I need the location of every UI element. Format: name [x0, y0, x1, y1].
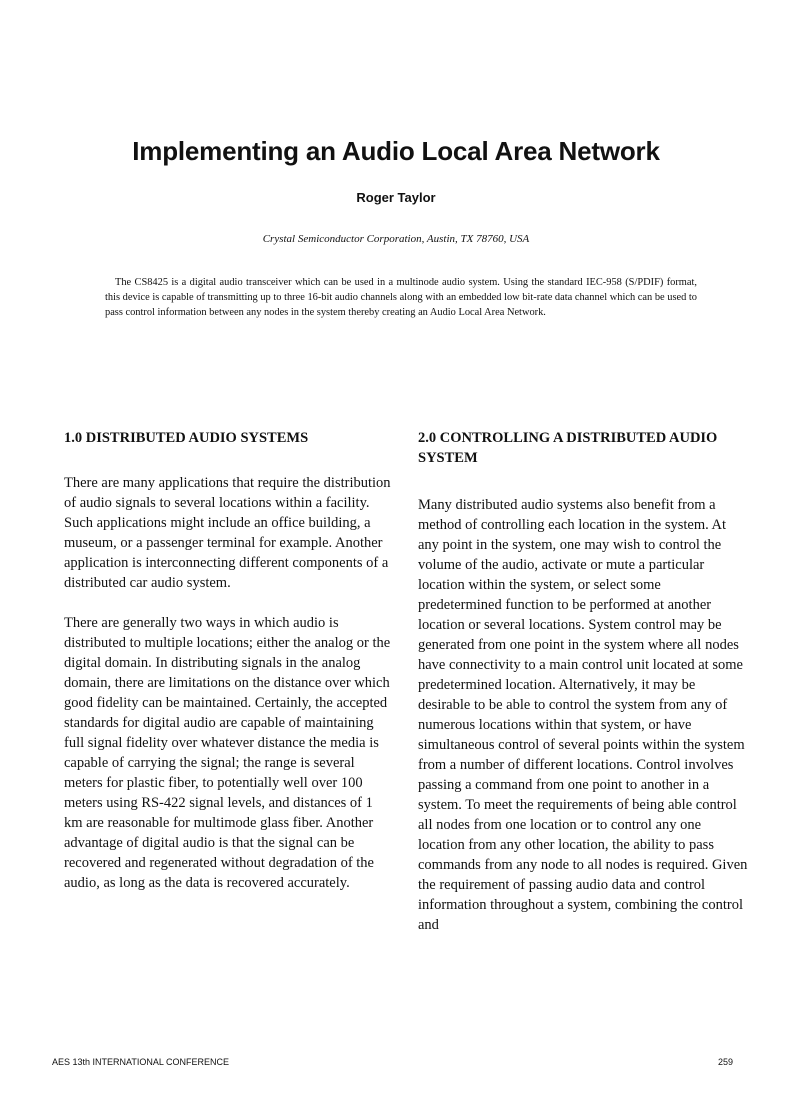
footer-page-number: 259 — [718, 1057, 734, 1067]
section-1-heading: 1.0 DISTRIBUTED AUDIO SYSTEMS — [64, 430, 309, 446]
section-2-paragraph-1: Many distributed audio systems also benefit from a method of controlling each location in the system. At any point in the system, one may wish to control the volume of the audio, activate or mute a particular location within the system, or select some predetermined function to be performed at another location or several locations. System control may be generated from one point in the system where all nodes have connectivity to a main control unit located at some predetermined location. Alternatively, it may be desirable to be able to control the system from any of numerous locations within that system, or have simultaneous control of several points within the system from a number of different locations. Control involves passing a command from one point to another in a system. To meet the requirements of being able control all nodes from one location or to control any one location from any other location, the ability to pass commands from any node to all nodes is required. Given the requirement of passing audio data and control information throughout a system, combining the control and — [418, 497, 748, 933]
footer-conference: AES 13th INTERNATIONAL CONFERENCE — [52, 1057, 230, 1067]
abstract: The CS8425 is a digital audio transceiver which can be used in a multinode audio system. Using the standard IEC-958 (S/PDIF) format, this device is capable of transmitting up to three 16-bit audio channels along with an embedded low bit-rate data channel which can be used to pass control information between any nodes in the system thereby creating an Audio Local Area Network. — [105, 277, 697, 318]
section-1-paragraph-2: There are generally two ways in which audio is distributed to multiple locations; either the analog or the digital domain. In distributing signals in the analog domain, there are limitations on the distance over which good fidelity can be maintained. Certainly, the accepted standards for digital audio are capable of maintaining full signal fidelity over whatever distance the media is capable of carrying the signal; the range is several meters for plastic fiber, to potentially well over 100 meters using RS-422 signal levels, and distances of 1 km are reasonable for multimode glass fiber. Another advantage of digital audio is that the signal can be recovered and regenerated without degradation of the audio, as long as the data is recovered accurately. — [64, 615, 391, 891]
section-2-heading: 2.0 CONTROLLING A DISTRIBUTED AUDIO SYSTEM — [418, 430, 718, 466]
left-column — [64, 428, 394, 893]
paper-title: Implementing an Audio Local Area Network — [132, 136, 660, 166]
section-1-paragraph-1: There are many applications that require the distribution of audio signals to several locations within a facility. Such applications might include an office building, a museum, or a passenger terminal for example. Another application is interconnecting different components of a distributed car audio system. — [64, 475, 391, 591]
author-name: Roger Taylor — [356, 190, 436, 205]
right-column — [418, 428, 748, 935]
author-affiliation: Crystal Semiconductor Corporation, Austin, TX 78760, USA — [262, 233, 530, 245]
